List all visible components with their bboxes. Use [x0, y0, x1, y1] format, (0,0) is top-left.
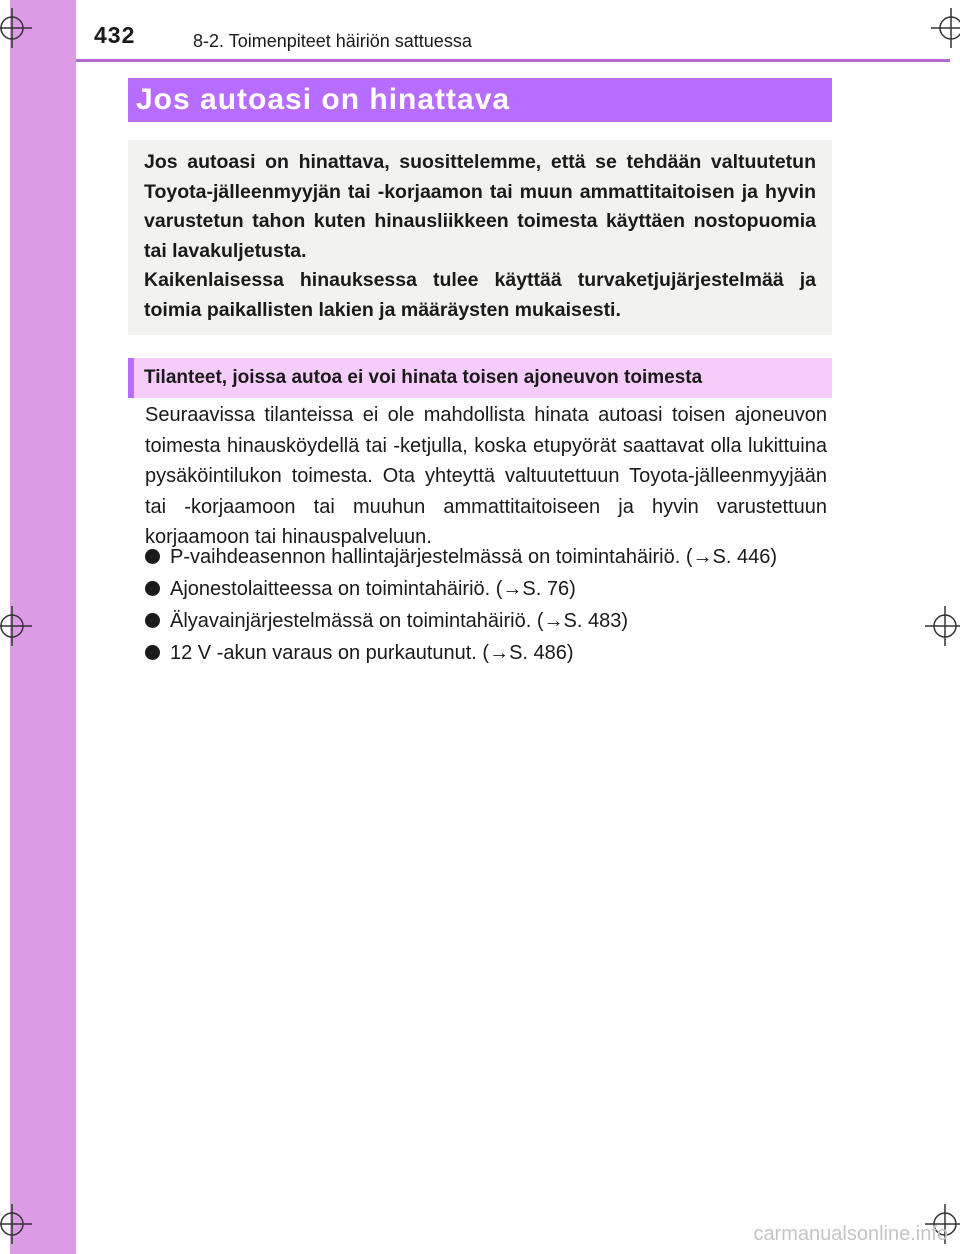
- section-title-bar: [128, 78, 832, 122]
- list-item: [145, 573, 835, 605]
- header-rule: [76, 59, 950, 62]
- bullet-icon: [145, 613, 160, 628]
- section-title: Jos autoasi on hinattava: [136, 83, 511, 116]
- intro-text: Jos autoasi on hinattava, suosittelemme, että se tehdään valtuutetun Toyota-jälleenmyyjän tai -korjaamon tai muun ammattitaitoisen ja hyvin varustetun tahon kuten hinausliikkeen toimesta käyttäen nostopuomia tai lavakuljetusta. Kaikenlaisessa hinauksessa tulee käyttää turvaketjujärjestelmää ja toimia paikallisten lakien ja määräysten mukaisesti.: [144, 151, 816, 321]
- bullet-text: Älyavainjärjestelmässä on toimintahäiriö. (→S. 483): [170, 610, 628, 632]
- bullet-text: P-vaihdeasennon hallintajärjestelmässä on toimintahäiriö. (→S. 446): [170, 546, 777, 568]
- crop-mark-icon: [0, 1204, 32, 1244]
- list-item: [145, 541, 835, 573]
- bullet-text: 12 V -akun varaus on purkautunut. (→S. 486): [170, 642, 574, 664]
- list-item: [145, 637, 835, 669]
- bullet-list: [145, 541, 835, 669]
- subsection-heading: [128, 358, 832, 398]
- bullet-icon: [145, 549, 160, 564]
- crop-mark-icon: [0, 606, 32, 646]
- subsection-body: Seuraavissa tilanteissa ei ole mahdollista hinata autoasi toisen ajoneuvon toimesta hinausköydellä tai -ketjulla, koska etupyörät saattavat olla lukittuina pysäköintilukon toimesta. Ota yhteyttä valtuutettuun Toyota-jälleenmyyjään tai -korjaamoon tai muuhun ammattitaitoiseen ja hyvin varustettuun korjaamoon tai hinauspalveluun.: [145, 404, 827, 548]
- bullet-icon: [145, 645, 160, 660]
- bullet-icon: [145, 581, 160, 596]
- subsection-accent-bar: [128, 358, 134, 398]
- subsection-title: Tilanteet, joissa autoa ei voi hinata toisen ajoneuvon toimesta: [144, 367, 703, 388]
- bullet-text: Ajonestolaitteessa on toimintahäiriö. (→S. 76): [170, 578, 576, 600]
- crop-mark-icon: [0, 8, 32, 48]
- intro-box: [128, 140, 832, 335]
- page-number: 432: [94, 22, 136, 48]
- chapter-title: 8-2. Toimenpiteet häiriön sattuessa: [193, 31, 472, 51]
- crop-mark-icon: [925, 606, 960, 646]
- list-item: [145, 605, 835, 637]
- watermark: carmanualsonline.info: [753, 1223, 948, 1245]
- crop-mark-icon: [931, 8, 960, 48]
